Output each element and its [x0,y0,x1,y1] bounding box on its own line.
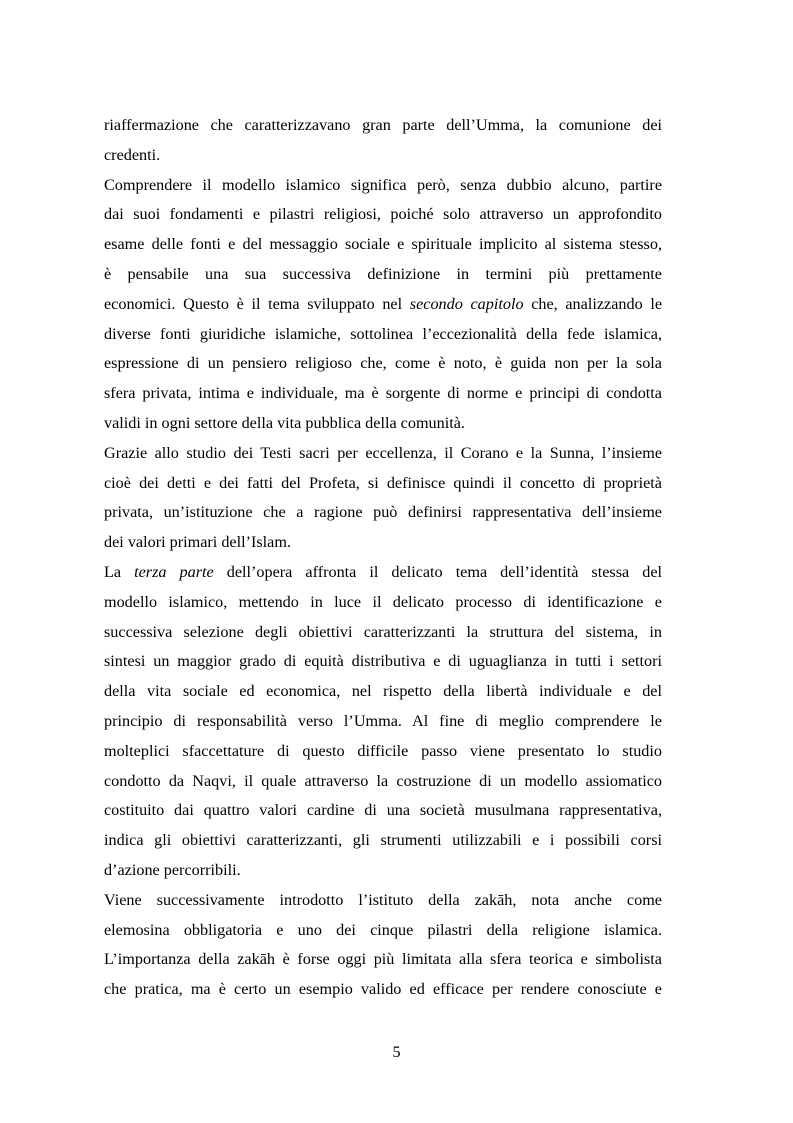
text-line [104,141,662,171]
text-line [104,439,662,469]
text-run: che pratica, ma è certo un esempio valido ed efficace per rendere conosciute e [104,980,662,999]
text-run: espressione di un pensiero religioso che, come è noto, è guida non per la sola [104,354,662,373]
text-run: d’azione percorribili. [104,860,241,879]
text-line [104,469,662,499]
text-line [104,737,662,767]
paragraph [104,111,662,171]
text-line [104,856,662,886]
text-line [104,796,662,826]
text-run: cioè dei detti e dei fatti del Profeta, si definisce quindi il concetto di proprietà [104,473,662,492]
text-line [104,707,662,737]
text-line [104,767,662,797]
text-run: L’importanza della zakāh è forse oggi più limitata alla sfera teorica e simbolista [104,950,662,969]
text-run: modello islamico, mettendo in luce il delicato processo di identificazione e [104,592,662,611]
text-line [104,647,662,677]
text-run: costituito dai quattro valori cardine di una società musulmana rappresentativa, [104,801,662,820]
page-number: 5 [392,1043,401,1061]
text-run: La [104,562,135,581]
text-line [104,498,662,528]
text-run: è pensabile una sua successiva definizione in termini più prettamente [104,264,662,283]
text-line [104,260,662,290]
text-line [104,379,662,409]
text-line [104,171,662,201]
text-run: condotto da Naqvi, il quale attraverso la costruzione di un modello assiomatico [104,771,662,790]
text-run: principio di responsabilità verso l’Umma. Al fine di meglio comprendere le [104,711,662,730]
text-line [104,558,662,588]
text-line [104,588,662,618]
text-run: privata, un’istituzione che a ragione può definirsi rappresentativa dell’insieme [104,503,662,522]
text-run: sfera privata, intima e individuale, ma è sorgente di norme e principi di condotta [104,384,662,403]
text-line [104,290,662,320]
paragraph [104,886,662,1005]
italic-text: secondo capitolo [409,294,524,313]
text-run: che, analizzando le [523,294,662,313]
text-run: Viene successivamente introdotto l’istituto della zakāh, nota anche come [104,890,662,909]
text-line [104,528,662,558]
text-run: riaffermazione che caratterizzavano gran parte dell’Umma, la comunione dei [104,116,662,134]
text-run: della vita sociale ed economica, nel rispetto della libertà individuale e del [104,682,662,701]
body-text [104,111,662,1005]
text-run: esame delle fonti e del messaggio sociale e spirituale implicito al sistema stesso, [104,235,662,254]
text-line [104,677,662,707]
text-run: diverse fonti giuridiche islamiche, sottolinea l’eccezionalità della fede islamica, [104,324,662,343]
text-run: validi in ogni settore della vita pubblica della comunità. [104,413,465,432]
text-line [104,111,662,141]
text-line [104,320,662,350]
text-line [104,826,662,856]
text-run: elemosina obbligatoria e uno dei cinque pilastri della religione islamica. [104,920,662,939]
text-line [104,886,662,916]
text-run: dell’opera affronta il delicato tema dell’identità stessa del [213,562,662,581]
text-line [104,916,662,946]
text-line [104,975,662,1005]
text-line [104,409,662,439]
text-run: Grazie allo studio dei Testi sacri per eccellenza, il Corano e la Sunna, l’insieme [104,443,662,462]
paragraph [104,171,662,439]
text-run: dai suoi fondamenti e pilastri religiosi, poiché solo attraverso un approfondito [104,205,662,224]
text-line [104,618,662,648]
text-line [104,349,662,379]
text-line [104,230,662,260]
text-run: economici. Questo è il tema sviluppato nel [104,294,410,313]
text-line [104,945,662,975]
text-run: successiva selezione degli obiettivi caratterizzanti la struttura del sistema, in [104,622,662,641]
text-run: dei valori primari dell’Islam. [104,533,291,552]
text-run: indica gli obiettivi caratterizzanti, gli strumenti utilizzabili e i possibili corsi [104,831,662,850]
text-run: Comprendere il modello islamico significa però, senza dubbio alcuno, partire [104,175,662,194]
italic-text: terza parte [134,562,214,581]
text-run: credenti. [104,145,161,164]
paragraph [104,439,662,558]
paragraph [104,558,662,886]
text-run: molteplici sfaccettature di questo difficile passo viene presentato lo studio [104,741,662,760]
text-line [104,200,662,230]
text-run: sintesi un maggior grado di equità distributiva e di uguaglianza in tutti i settori [104,652,662,671]
